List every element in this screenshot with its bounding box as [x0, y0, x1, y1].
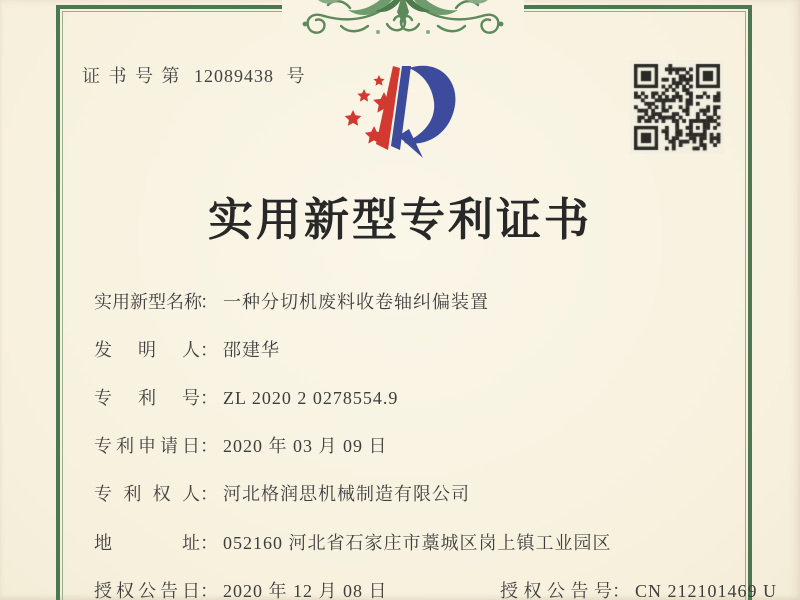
- field-value: 2020 年 12 月 08 日: [223, 581, 388, 600]
- field-colon: ：: [200, 533, 218, 553]
- field-label: 授权公告号: [500, 581, 612, 600]
- field-colon: ：: [200, 388, 218, 408]
- cnipa-patent-emblem-icon: [330, 44, 470, 166]
- field-row-grant-date: [94, 577, 778, 600]
- field-value: 一种分切机废料收卷轴纠偏装置: [223, 292, 489, 312]
- field-row-filing-date: [94, 432, 388, 458]
- field-colon: ：: [200, 292, 218, 312]
- field-label: 地址: [94, 533, 200, 553]
- field-label: 发明人: [94, 340, 200, 360]
- field-colon: ：: [612, 581, 630, 600]
- field-row-grant-publication-number: [500, 577, 777, 600]
- certificate-title: 实用新型专利证书: [207, 195, 592, 245]
- cert-number-value: 12089438: [194, 66, 274, 86]
- field-value: 052160 河北省石家庄市藁城区岗上镇工业园区: [223, 533, 612, 553]
- field-colon: ：: [200, 340, 218, 360]
- field-label: 实用新型名称: [94, 292, 202, 312]
- field-label: 专利权人: [94, 484, 200, 504]
- field-row-address: [94, 529, 612, 555]
- field-row-patent-number: [94, 384, 398, 410]
- field-colon: ：: [200, 484, 218, 504]
- field-label: 授权公告日: [94, 581, 200, 600]
- field-label: 专利申请日: [94, 436, 200, 456]
- cert-number-suffix: 号: [286, 66, 307, 86]
- qr-code: [630, 60, 724, 154]
- field-value: ZL 2020 2 0278554.9: [223, 388, 399, 408]
- cert-number-line: [82, 62, 307, 88]
- field-row-utility-model-name: [94, 288, 489, 314]
- cert-number-prefix: 证 书 号 第: [82, 66, 182, 86]
- field-colon: ：: [200, 436, 218, 456]
- field-value: CN 212101469 U: [635, 581, 778, 600]
- field-value: 2020 年 03 月 09 日: [223, 436, 388, 456]
- field-colon: ：: [200, 581, 218, 600]
- field-row-inventor: [94, 336, 280, 362]
- field-value: 河北格润思机械制造有限公司: [223, 484, 470, 504]
- field-row-patentee: [94, 480, 470, 506]
- field-label: 专利号: [94, 388, 200, 408]
- field-value: 邵建华: [223, 340, 280, 360]
- floral-border-ornament-icon: [276, 0, 530, 38]
